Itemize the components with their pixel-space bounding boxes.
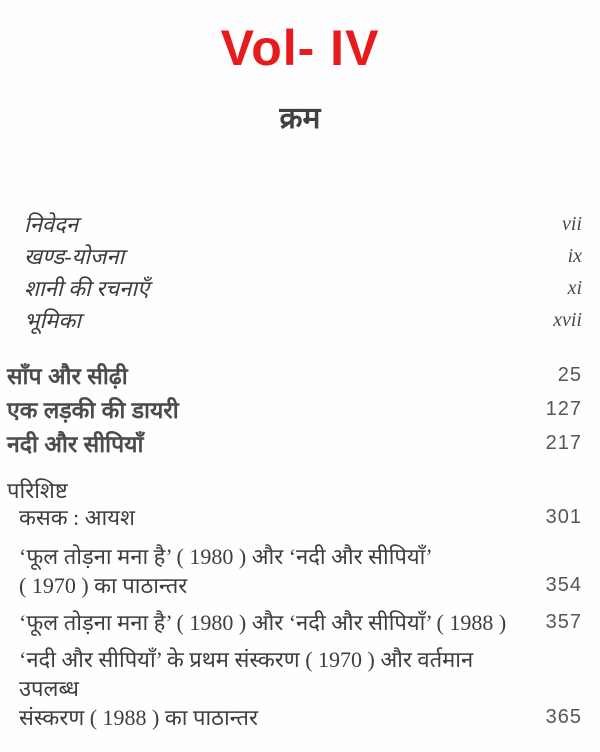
appendix-section xyxy=(0,478,600,732)
entry-title: शानी की रचनाएँ xyxy=(24,276,150,301)
entry-page-number: 25 xyxy=(557,363,582,386)
table-of-contents xyxy=(0,208,600,732)
entry-title-line: ‘फूल तोड़ना मना है’ ( 1980 ) और ‘नदी और सीपियाँ’ ( 1988 ) xyxy=(19,610,507,635)
entry-page-number: 217 xyxy=(545,431,582,454)
entry-title-line: संस्करण ( 1988 ) का पाठान्तर xyxy=(19,705,258,730)
entry-title xyxy=(19,645,524,732)
appendix-heading: परिशिष्ट xyxy=(7,478,68,503)
entry-title: नदी और सीपियाँ xyxy=(7,431,144,457)
volume-title: Vol- IV xyxy=(220,20,380,76)
entry-page-number: 354 xyxy=(545,574,582,596)
entry-title-line: ‘फूल तोड़ना मना है’ ( 1980 ) और ‘नदी और सीपियाँ’ xyxy=(19,544,433,569)
entry-page-number: xvii xyxy=(553,308,582,331)
entry-page-number: 127 xyxy=(545,397,582,420)
toc-row-nadi-aur-seepiyan xyxy=(0,426,600,460)
entry-title: निवेदन xyxy=(24,212,79,237)
entry-title xyxy=(19,542,433,600)
toc-row-kasak-aayash xyxy=(0,504,600,530)
entry-title: खण्ड-योजना xyxy=(24,244,125,269)
toc-row-phool-todna-1970-pathantar xyxy=(0,542,600,600)
toc-row-bhumika xyxy=(0,304,600,336)
toc-row-phool-todna-1988 xyxy=(0,608,600,637)
entry-title: भूमिका xyxy=(24,308,81,333)
entry-page-number: xi xyxy=(567,276,582,299)
entry-title: एक लड़की की डायरी xyxy=(7,397,179,423)
toc-row-shani-rachnayen xyxy=(0,272,600,304)
chapters-section xyxy=(0,358,600,460)
toc-row-saanp-aur-seedhi xyxy=(0,358,600,392)
contents-heading: क्रम xyxy=(279,102,321,135)
entry-page-number: ix xyxy=(567,244,582,267)
toc-row-ek-ladki-ki-diary xyxy=(0,392,600,426)
front-matter-section xyxy=(0,208,600,336)
entry-title-line: कसक : आयश xyxy=(19,504,135,530)
entry-title-line: ( 1970 ) का पाठान्तर xyxy=(19,573,188,598)
entry-page-number: 357 xyxy=(545,611,582,633)
entry-page-number: vii xyxy=(562,212,582,235)
entry-title xyxy=(19,503,135,532)
entry-title xyxy=(19,608,506,637)
entry-page-number: 365 xyxy=(545,706,582,728)
entry-title: साँप और सीढ़ी xyxy=(7,363,128,389)
entry-title-line: ‘नदी और सीपियाँ’ के प्रथम संस्करण ( 1970 ) और वर्तमान उपलब्ध xyxy=(19,647,474,701)
toc-row-nivedan xyxy=(0,208,600,240)
toc-row-nadi-seepiyan-pathantar xyxy=(0,645,600,732)
entry-page-number: 301 xyxy=(545,505,582,528)
toc-row-khand-yojana xyxy=(0,240,600,272)
